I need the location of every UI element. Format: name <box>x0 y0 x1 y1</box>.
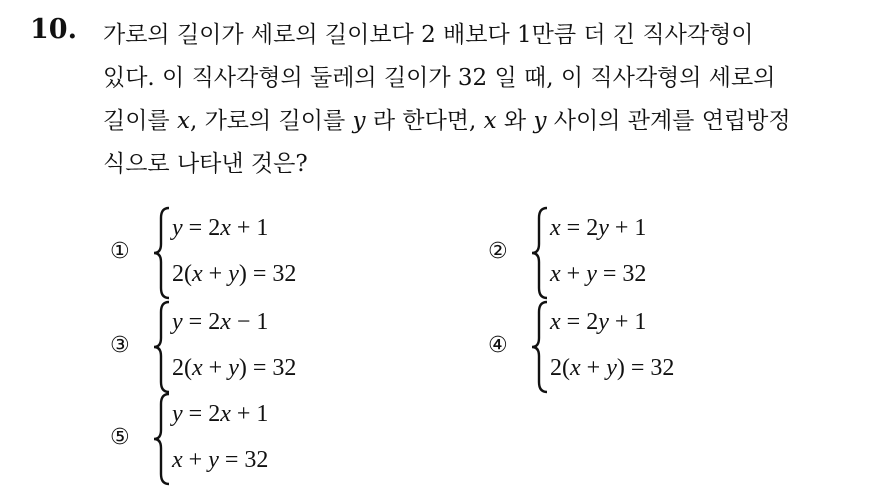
math-variable: y <box>352 108 366 134</box>
math-variable: x <box>550 309 561 335</box>
question-line: 길이를 x, 가로의 길이를 y 라 한다면, x 와 y 사이의 관계를 연립방정 <box>103 108 791 134</box>
math-variable: y <box>172 309 183 335</box>
math-variable: y <box>586 261 597 287</box>
math-variable: y <box>598 215 609 241</box>
left-brace-icon <box>152 300 172 394</box>
equation-2: 2(x + y) = 32 <box>550 355 675 381</box>
math-variable: x <box>176 108 190 134</box>
equation-1: x = 2y + 1 <box>550 215 647 241</box>
left-brace-icon <box>530 300 550 394</box>
math-variable: y <box>172 401 183 427</box>
equation-1: x = 2y + 1 <box>550 309 647 335</box>
equation-1: y = 2x − 1 <box>172 309 269 335</box>
equation-2: 2(x + y) = 32 <box>172 355 297 381</box>
choice-marker: ② <box>488 239 508 264</box>
question-number: 10. <box>30 14 77 45</box>
math-variable: x <box>192 355 203 381</box>
equation-1: y = 2x + 1 <box>172 215 269 241</box>
choice-marker: ④ <box>488 333 508 358</box>
math-variable: x <box>172 447 183 473</box>
question-text <box>103 14 873 186</box>
question-line: 식으로 나타낸 것은? <box>103 151 308 177</box>
math-variable: y <box>533 108 547 134</box>
math-variable: y <box>228 261 239 287</box>
equation-2: x + y = 32 <box>550 261 647 287</box>
left-brace-icon <box>530 206 550 300</box>
math-variable: y <box>208 447 219 473</box>
equation-1: y = 2x + 1 <box>172 401 269 427</box>
math-variable: x <box>220 309 231 335</box>
question-line: 있다. 이 직사각형의 둘레의 길이가 32 일 때, 이 직사각형의 세로의 <box>103 65 776 91</box>
choice-marker: ① <box>110 239 130 264</box>
left-brace-icon <box>152 392 172 486</box>
choice-marker: ⑤ <box>110 425 130 450</box>
left-brace-icon <box>152 206 172 300</box>
math-variable: x <box>192 261 203 287</box>
equation-2: x + y = 32 <box>172 447 269 473</box>
math-variable: x <box>483 108 497 134</box>
math-variable: x <box>550 215 561 241</box>
math-variable: x <box>220 215 231 241</box>
choice-marker: ③ <box>110 333 130 358</box>
math-variable: y <box>606 355 617 381</box>
math-variable: y <box>598 309 609 335</box>
math-variable: x <box>220 401 231 427</box>
math-variable: x <box>570 355 581 381</box>
math-variable: y <box>228 355 239 381</box>
math-variable: x <box>550 261 561 287</box>
math-variable: y <box>172 215 183 241</box>
equation-2: 2(x + y) = 32 <box>172 261 297 287</box>
question-line: 가로의 길이가 세로의 길이보다 2 배보다 1만큼 더 긴 직사각형이 <box>103 22 754 48</box>
